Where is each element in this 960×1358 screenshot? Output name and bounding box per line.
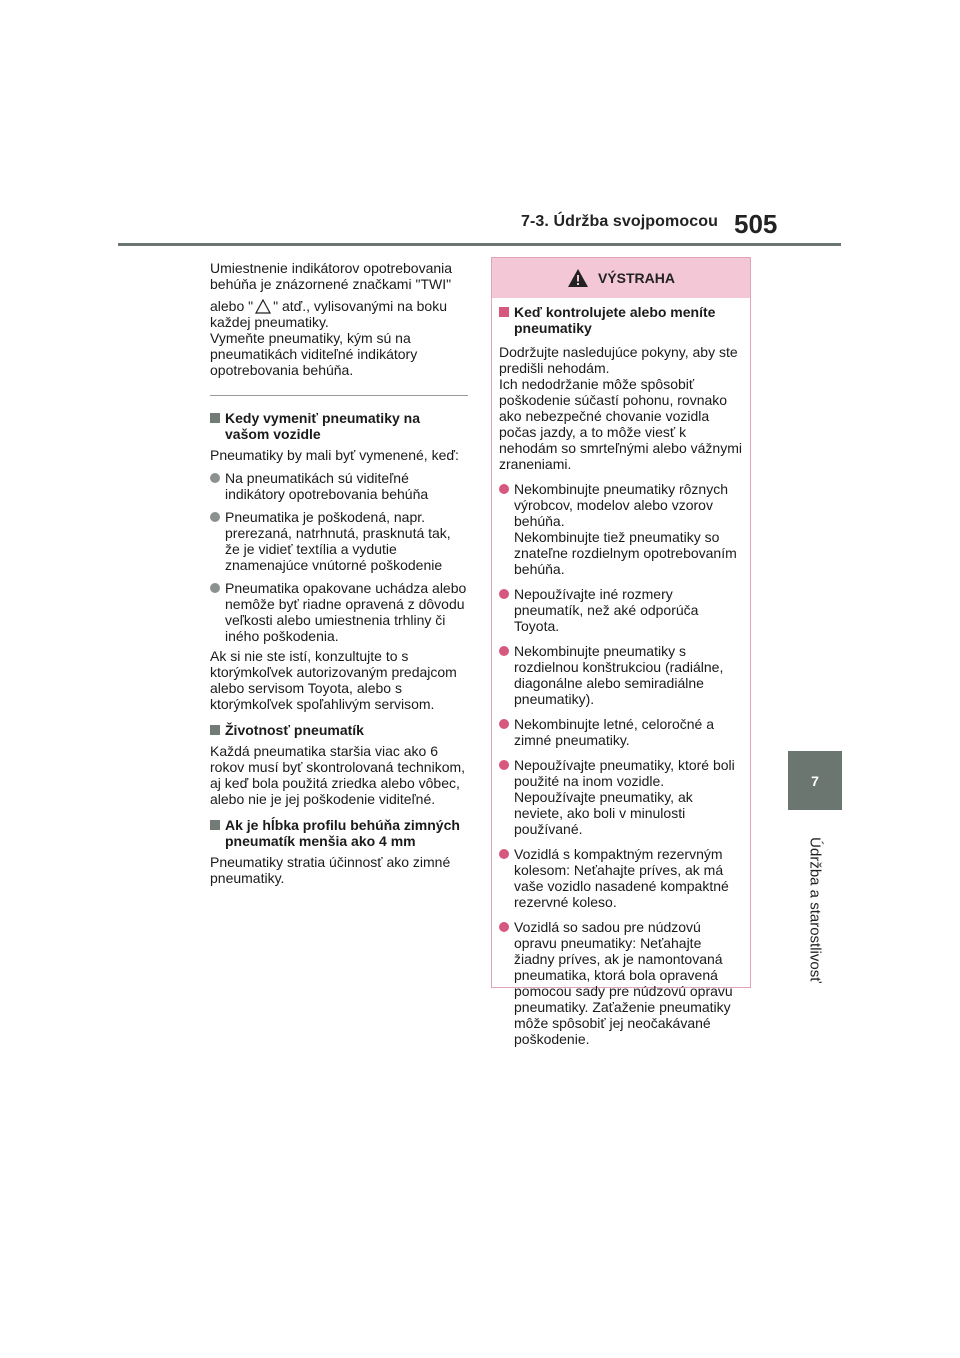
- round-bullet-icon: [210, 583, 220, 593]
- triangle-outline-icon: [255, 299, 271, 314]
- warning-body: [492, 298, 750, 1047]
- square-bullet-icon: [499, 307, 509, 317]
- chapter-tab: [788, 751, 842, 810]
- section-text: Každá pneumatika staršia viac ako 6 rokov musí byť skontrolovaná technikom, aj keď bola použitá zriedka alebo vôbec, alebo nie je jej poškodenie viditeľné.: [210, 743, 466, 807]
- round-bullet-icon: [210, 473, 220, 483]
- warning-list-item: Nepoužívajte pneumatiky, ktoré boli použité na inom vozidle. Nepoužívajte pneumatiky, ak neviete, ako boli v minulosti používané.: [499, 757, 744, 837]
- round-bullet-icon: [499, 760, 509, 770]
- warning-list-item: Nepoužívajte iné rozmery pneumatík, než aké odporúča Toyota.: [499, 586, 744, 634]
- page-number: 505: [734, 209, 778, 239]
- section-heading: Ak je hĺbka profilu behúňa zimných pneumatík menšia ako 4 mm: [210, 817, 468, 849]
- square-bullet-icon: [210, 820, 220, 830]
- warning-triangle-icon: [567, 268, 589, 288]
- list-item: Pneumatika je poškodená, napr. prerezaná, natrhnutá, prasknutá tak, že je vidieť textília a vydutie znamenajúce vnútorné poškodenie: [210, 509, 468, 573]
- intro-replace-paragraph: Vymeňte pneumatiky, kým sú na pneumatikách viditeľné indikátory opotrebovania behúňa.: [210, 330, 418, 378]
- divider: [210, 395, 468, 396]
- section-heading: Kedy vymeniť pneumatiky na vašom vozidle: [210, 410, 468, 442]
- intro-paragraph: Umiestnenie indikátorov opotrebovania behúňa je znázornené značkami "TWI": [210, 260, 453, 292]
- intro-twi-line: alebo " " atď., vylisovanými na boku každej pneumatiky.: [210, 298, 447, 330]
- warning-intro: Dodržujte nasledujúce pokyny, aby ste predišli nehodám.: [499, 344, 738, 376]
- warning-header: [492, 258, 750, 298]
- warning-list-item: Nekombinujte pneumatiky rôznych výrobcov, modelov alebo vzorov behúňa. Nekombinujte tiež pneumatiky so znateľne rozdielnym opotrebovaním behúňa.: [499, 481, 744, 577]
- warning-box: [491, 257, 751, 1047]
- round-bullet-icon: [499, 484, 509, 494]
- warning-list-item: Vozidlá s kompaktným rezervným kolesom: Neťahajte príves, ak má vaše vozidlo nasadené kompaktné rezervné koleso.: [499, 846, 744, 910]
- square-bullet-icon: [210, 725, 220, 735]
- chapter-label: Údržba a starostlivosť: [806, 837, 824, 983]
- section-heading: Životnosť pneumatík: [210, 722, 468, 738]
- warning-list-item: Nekombinujte pneumatiky s rozdielnou konštrukciou (radiálne, diagonálne alebo semiradiálne pneumatiky).: [499, 643, 744, 707]
- list-item: Pneumatika opakovane uchádza alebo nemôže byť riadne opravená z dôvodu veľkosti alebo umiestnenia trhliny či iného poškodenia.: [210, 580, 468, 644]
- section-text: Pneumatiky stratia účinnosť ako zimné pneumatiky.: [210, 854, 451, 886]
- chapter-number: 7: [811, 772, 819, 789]
- square-bullet-icon: [210, 413, 220, 423]
- list-item: Na pneumatikách sú viditeľné indikátory opotrebovania behúňa: [210, 470, 468, 502]
- header-rule: [118, 243, 841, 246]
- section-note: Ak si nie ste istí, konzultujte to s ktorýmkoľvek autorizovaným predajcom alebo servisom Toyota, alebo s ktorýmkoľvek spoľahlivým servisom.: [210, 648, 457, 712]
- section-title: 7-3. Údržba svojpomocou: [521, 213, 718, 230]
- warning-heading: Keď kontrolujete alebo meníte pneumatiky: [499, 304, 744, 336]
- round-bullet-icon: [499, 646, 509, 656]
- warning-list-item: Nekombinujte letné, celoročné a zimné pneumatiky.: [499, 716, 744, 748]
- round-bullet-icon: [499, 922, 509, 932]
- warning-title: VÝSTRAHA: [597, 270, 675, 286]
- warning-intro-detail: Ich nedodržanie môže spôsobiť poškodenie súčastí pohonu, rovnako ako nebezpečné chovanie vozidla počas jazdy, a to môže viesť k nehodám so smrteľnými alebo vážnymi zraneniami.: [499, 376, 742, 472]
- round-bullet-icon: [210, 512, 220, 522]
- section-lead: Pneumatiky by mali byť vymenené, keď:: [210, 447, 459, 463]
- warning-list-item: Vozidlá so sadou pre núdzovú opravu pneumatiky: Neťahajte žiadny príves, ak je namontovaná pneumatika, ktorá bola opravená pomocou sady pre núdzovú opravu pneumatiky. Zaťaženie pneumatiky môže spôsobiť jej neočakávané poškodenie.: [499, 919, 744, 1047]
- round-bullet-icon: [499, 589, 509, 599]
- left-column: [210, 260, 468, 893]
- round-bullet-icon: [499, 719, 509, 729]
- round-bullet-icon: [499, 849, 509, 859]
